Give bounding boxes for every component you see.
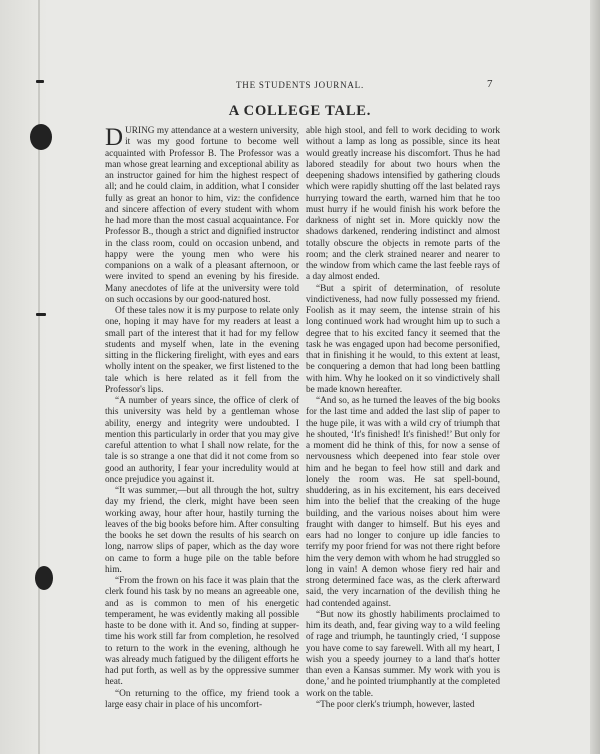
paragraph: able high stool, and fell to work deciding to work without a lamp as long as possible, since its heat would greatly increase his discomfort. Thus he had labored steadily for about two hours when the deepening shadows intensified by gathering clouds which were rapidly shutting off the last belated rays hurrying toward the earth, warned him that he too must hurry if he would finish his work before the darkness of night set in. More quickly now the shadows darkened, rendering indistinct and almost totally obscure the objects in remote parts of the room; and the clerk strained nearer and nearer to the window from which came the last feeble rays of a day almost ended.: [306, 126, 500, 283]
paragraph: “The poor clerk's triumph, however, lasted: [316, 699, 475, 710]
paragraph: “A number of years since, the office of clerk of this university was held by a gentleman whose ability, energy and integrity were undoubted. I mention this particularly in order that you may give careful attention to what I shall now relate, for the tale is so strange a one that did it not come from so good an authority, I fear your incredulity would at once prejudice you against it.: [105, 396, 299, 485]
binding-mark: [30, 124, 52, 150]
drop-cap: D: [105, 124, 124, 151]
binding-mark: [35, 566, 53, 590]
paragraph: “On returning to the office, my friend took a large easy chair in place of his uncomfort-: [105, 688, 299, 710]
paragraph: “But now its ghostly habiliments proclaimed to him its death, and, fear giving way to a wild feeling of rage and triumph, he tauntingly cried, ‘I suppose you have come to say farewell. With all my heart, I wish you a speedy journey to a land that's hotter than even a Kansas summer. My work with you is done,’ and he pointed triumphantly at the completed work on the table.: [306, 609, 500, 699]
paragraph: Of these tales now it is my purpose to relate only one, hoping it may have for my readers at least a small part of the interest that it had for my fellow students and myself when, late in the evening sitting in the flickering firelight, with eyes and ears wholly intent on the speaker, we first listened to the tale which is here related as it fell from the Professor's lips.: [105, 306, 299, 395]
paragraph: [105, 126, 299, 306]
page-number: 7: [487, 78, 493, 90]
page-edge: [590, 0, 600, 754]
right-column: [306, 126, 500, 711]
binding-mark: [36, 313, 46, 316]
paragraph: “And so, as he turned the leaves of the big books for the last time and added the last slip of paper to the huge pile, it was with a wild cry of triumph that he shouted, ‘It's finished! It's finished!’ But only for a moment did he think of this, for now a sense of nervousness which deepened into fear stole over him and he began to feel how still and dark and lonely the room was. He sat spell-bound, shuddering, as in his excitement, his ears deceived him into the belief that the creaking of the huge building, and the various noises about him were fraught with danger to himself. But his eyes and ears had no longer to conjure up idle fancies to terrify my poor friend for was not there right before him the very demon with whom he had struggled so long in vain! A demon whose fiery red hair and strong determined face was, as the clerk afterward said, the very incarnation of the devilish thing he had contended against.: [306, 396, 500, 609]
binding-mark: [36, 80, 44, 83]
running-header: THE STUDENTS JOURNAL.: [235, 80, 365, 90]
left-column: [105, 126, 299, 711]
binding-spine: [38, 0, 40, 754]
paragraph: “It was summer,—but all through the hot, sultry day my friend, the clerk, might have been seen working away, hour after hour, hastily turning the leaves of the big books before him. After consulting the books he set down the results of his search on long, narrow slips of paper, which as the day wore on came to form a huge pile on the table before him.: [105, 486, 299, 575]
article-title: A COLLEGE TALE.: [228, 103, 372, 119]
paragraph: “From the frown on his face it was plain that the clerk found his task by no means an agreeable one, and as is common to men of his energetic temperament, he was evidently making all possible haste to be done with it. And so, finding at supper-time his work still far from completion, he resolved to return to the work in the evening, although he was already much fatigued by the diligent efforts he had put forth, as well as by the oppressive summer heat.: [105, 576, 299, 688]
paragraph-text: URING my attendance at a western university, it was my good fortune to become well acquainted with Professor B. The Professor was a man whose great learning and exceptional ability as an instructor gained for him the highest respect of all; and he could claim, in addition, what I consider fully as great an honor to him, viz: the confidence and sincere affection of every student with whom he had more than the most casual acquaintance. For Professor B., though a strict and dignified instructor in the class room, could on occasion unbend, and happy were the young men who were his companions on a walk of a pleasant afternoon, or were invited to spend an evening by his fireside. Many anecdotes of life at the university were told on such occasions by our good-natured host.: [105, 126, 299, 305]
paragraph: “But a spirit of determination, of resolute vindictiveness, had now fully possessed my friend. Foolish as it may seem, the intense strain of his long continued work had wrought him up to such a degree that to his excited fancy it seemed that the task he was engaged upon had become personified, that in finishing it he would, to this extent at least, be conquering a demon that had long been battling with him. Why he looked on it so vindictively shall be made known hereafter.: [306, 283, 500, 395]
page-binding: [0, 0, 48, 754]
